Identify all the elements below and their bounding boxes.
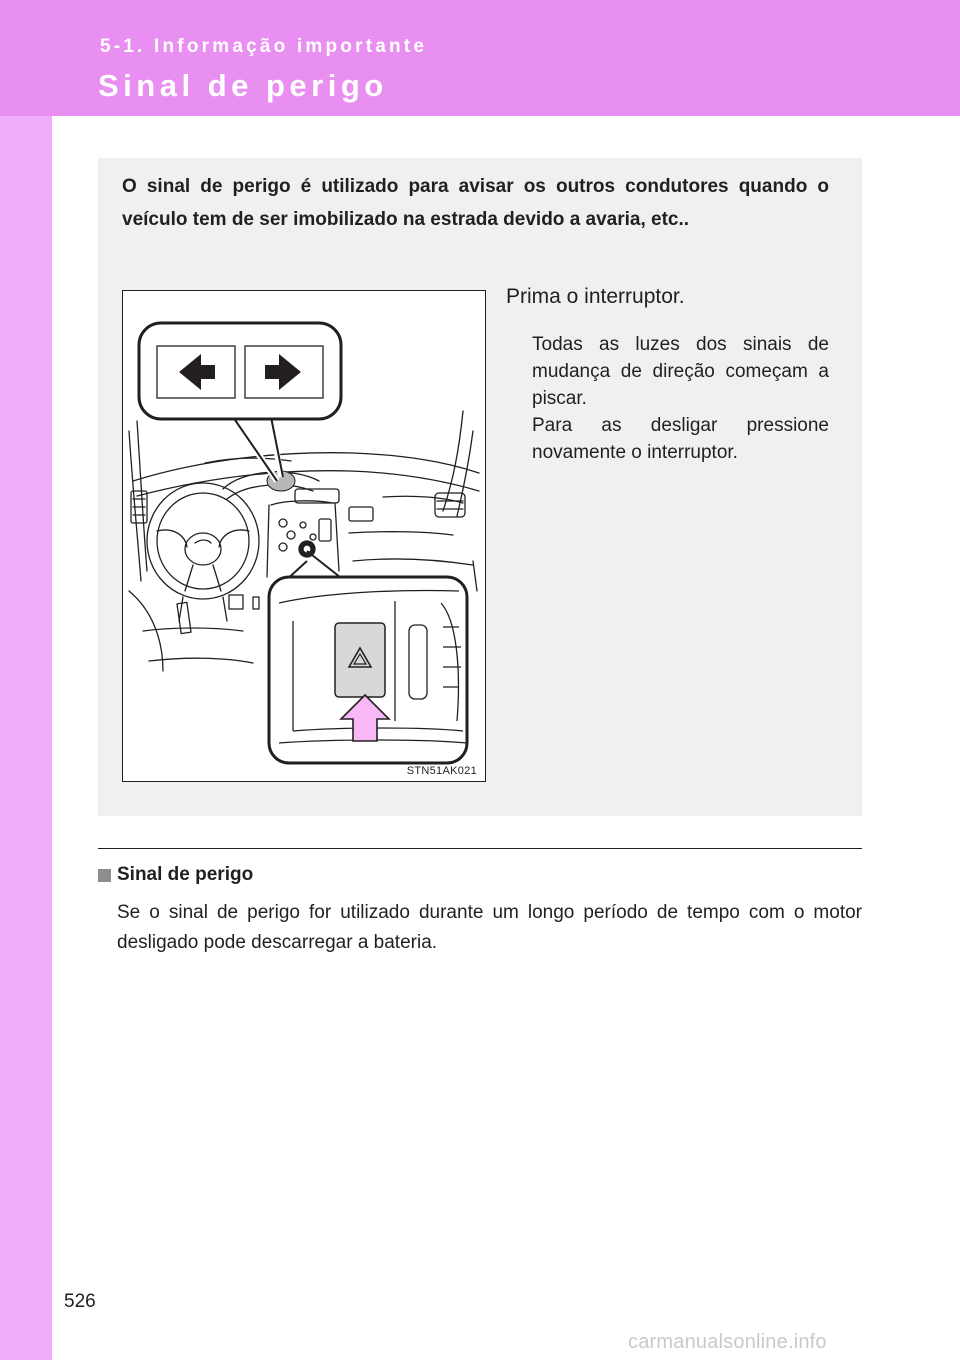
step-description xyxy=(532,331,829,466)
step-title: Prima o interruptor. xyxy=(506,285,685,308)
page-title: Sinal de perigo xyxy=(98,68,388,103)
side-strip xyxy=(0,0,52,1360)
step-line: Para as desligar pressione novamente o interruptor. xyxy=(532,415,829,463)
divider xyxy=(98,848,862,849)
note-title: Sinal de perigo xyxy=(117,864,254,885)
intro-text: O sinal de perigo é utilizado para avisar os outros condutores quando o veículo tem de ser imobilizado na estrada devido a avaria, etc.. xyxy=(122,176,829,230)
note-body: Se o sinal de perigo for utilizado durante um longo período de tempo com o motor desligado pode descarregar a bateria. xyxy=(117,902,862,953)
square-bullet-icon xyxy=(98,869,111,882)
figure-code: STN51AK021 xyxy=(406,765,477,777)
header-band xyxy=(0,0,960,116)
dashboard-illustration xyxy=(122,290,486,782)
step-line: Todas as luzes dos sinais de mudança de direção começam a piscar. xyxy=(532,334,829,409)
page-number: 526 xyxy=(64,1291,96,1312)
note-heading xyxy=(98,864,253,886)
section-label: 5-1. Informação importante xyxy=(100,36,428,57)
watermark: carmanualsonline.info xyxy=(628,1331,827,1353)
dashboard-drawing xyxy=(123,291,485,781)
hazard-switch xyxy=(335,623,385,697)
